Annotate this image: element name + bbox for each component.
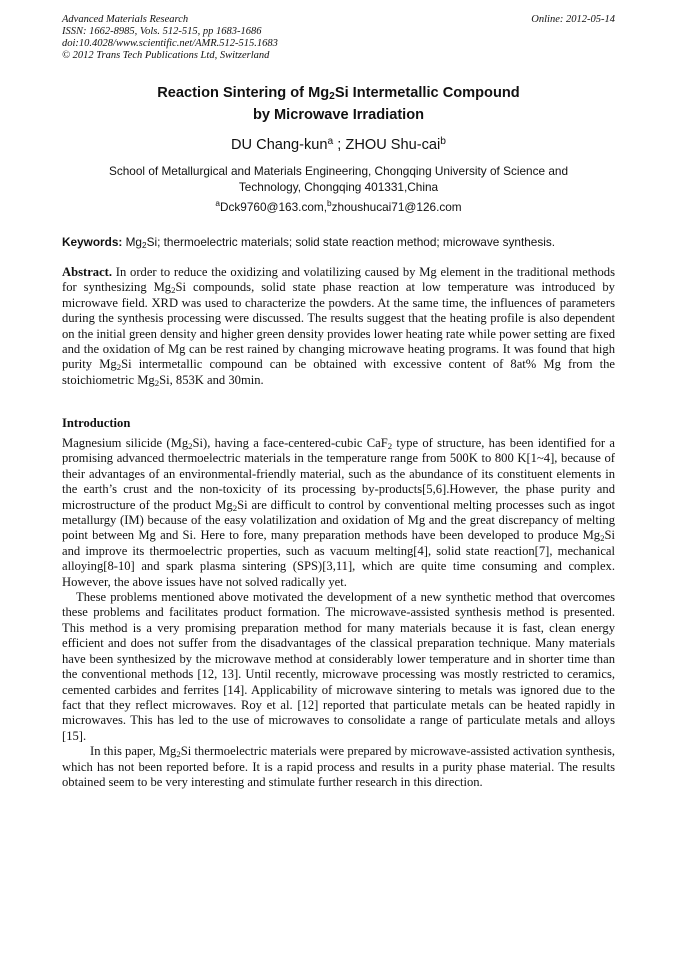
paper-title [62, 82, 615, 126]
author-emails: $^a$Dck9760@163.com,$^b$zhoushucai71@126.com [215, 199, 462, 214]
keywords: Keywords: $Mg_2Si$; thermoelectric materials; solid state reaction method; microwave synthesis. [62, 235, 556, 250]
doi-line: doi:10.4028/www.scientific.net/AMR.512-515.1683 [62, 38, 278, 49]
keywords-label: Keywords: [62, 235, 123, 249]
affiliation: School of Metallurgical and Materials Engineering, Chongqing University of Science and Technology, Chongqing 401331,China [108, 164, 569, 194]
journal-name: Advanced Materials Research [62, 14, 189, 25]
issn-line: ISSN: 1662-8985, Vols. 512-515, pp 1683-1686 [62, 26, 262, 37]
title-line-2: by Microwave Irradiation [252, 107, 425, 123]
email-b[interactable]: zhoushucai71@126.com [331, 200, 462, 214]
abstract-label: Abstract. [62, 265, 113, 279]
paragraph-1: Magnesium silicide $(Mg_2Si)$, having a face-centered-cubic CaF$_2$ type of structure, has been identified for a promising advanced thermoelectric materials in the temperature range from 500K to 800 K[1~4], because of their advantages of an environmental-friendly material, such as the abundance of its constituent elements in the earth’s crust and the non-toxicity of its processing by-products[5,6].However, the phase purity and microstructure of the product $Mg_2Si$ are difficult to control by conventional melting processes such as ingot metallurgy (IM) because of the easy volatilization and oxidation of Mg and the great discrepancy of melting point between Mg and Si. Here to fore, many preparation methods have been developed to produce $Mg_2Si$ and improve its thermoelectric properties, such as vacuum melting[4], solid state reaction[7], mechanical alloying[8-10] and spark plasma sintering (SPS)[3,11], which are quite time consuming and complex. However, the above issues have not solved radically yet. [62, 436, 615, 589]
author-list: DU Chang-kun$^a$ ; ZHOU Shu-cai$^b$ [231, 136, 446, 153]
copyright-line: © 2012 Trans Tech Publications Ltd, Switzerland [62, 50, 270, 61]
email-a[interactable]: Dck9760@163.com, [219, 200, 328, 214]
author-2: ZHOU Shu-cai [345, 137, 441, 153]
introduction-body [62, 436, 615, 790]
section-heading-introduction: Introduction [62, 416, 131, 430]
paragraph-3: In this paper, $Mg_2Si$ thermoelectric materials were prepared by microwave-assisted activation synthesis, which has not been reported before. It is a rapid process and results in a purity phase material. The results obtained seem to be very interesting and stimulate further research in this direction. [62, 744, 615, 789]
journal-header [62, 14, 615, 62]
abstract: Abstract. In order to reduce the oxidizing and volatilizing caused by Mg element in the traditional methods for synthesizing $Mg_2Si$ compounds, solid state phase reaction at low temperature was introduced by microwave field. XRD was used to characterize the powders. At the same time, the influences of parameters during the synthesis processing were discussed. The results suggest that the heating profile is also dependent on the initial green density and higher green density provides lower heating rate while power setting are fixed and the oxidation of Mg can be rest rained by changing microwave heating programs. It was found that high purity $Mg_2Si$ intermetallic compound can be obtained with excessive content of 8at% Mg from the stoichiometric $Mg_2Si$, 853K and 30min. [62, 265, 615, 388]
title-line-1: Reaction Sintering of $Mg_2Si$ Intermetallic Compound [157, 85, 520, 102]
online-date: Online: 2012-05-14 [531, 14, 615, 25]
paragraph-2: These problems mentioned above motivated the development of a new synthetic method that overcomes these problems and facilitates product formation. The microwave-assisted synthesis method is presented. This method is a very promising preparation method for many materials because it is fast, clean energy efficient and does not suffer from the disadvantages of the classical preparation technique. Many materials have been synthesized by the microwave method at considerably lower temperature and in shorter time than the conventional methods [12, 13]. Until recently, microwave processing was mostly restricted to ceramics, cemented carbides and ferrites [14]. Applicability of microwave sintering to metals was ignored due to the fact that they reflect microwaves. Roy et al. [12] reported that particulate metals can be heated rapidly in microwaves. This has led to the use of microwaves to consolidate a range of particulate metals and alloys [15]. [62, 590, 615, 743]
author-1: DU Chang-kun [231, 137, 328, 153]
